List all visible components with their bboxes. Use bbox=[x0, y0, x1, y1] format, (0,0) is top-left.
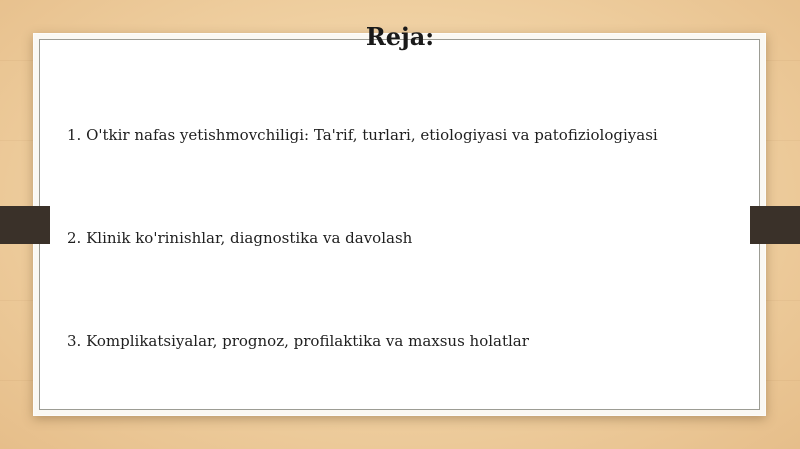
left-decorative-tab bbox=[0, 206, 50, 244]
slide-content-area bbox=[39, 39, 760, 410]
slide-frame bbox=[33, 33, 766, 416]
right-decorative-tab bbox=[750, 206, 800, 244]
agenda-item-3: 3. Komplikatsiyalar, prognoz, profilaktika va maxsus holatlar bbox=[67, 332, 529, 350]
agenda-item-2: 2. Klinik ko'rinishlar, diagnostika va davolash bbox=[67, 229, 413, 247]
agenda-item-1: 1. O'tkir nafas yetishmovchiligi: Ta'rif, turlari, etiologiyasi va patofiziologiyasi bbox=[67, 126, 658, 144]
slide-title: Reja: bbox=[365, 22, 435, 51]
